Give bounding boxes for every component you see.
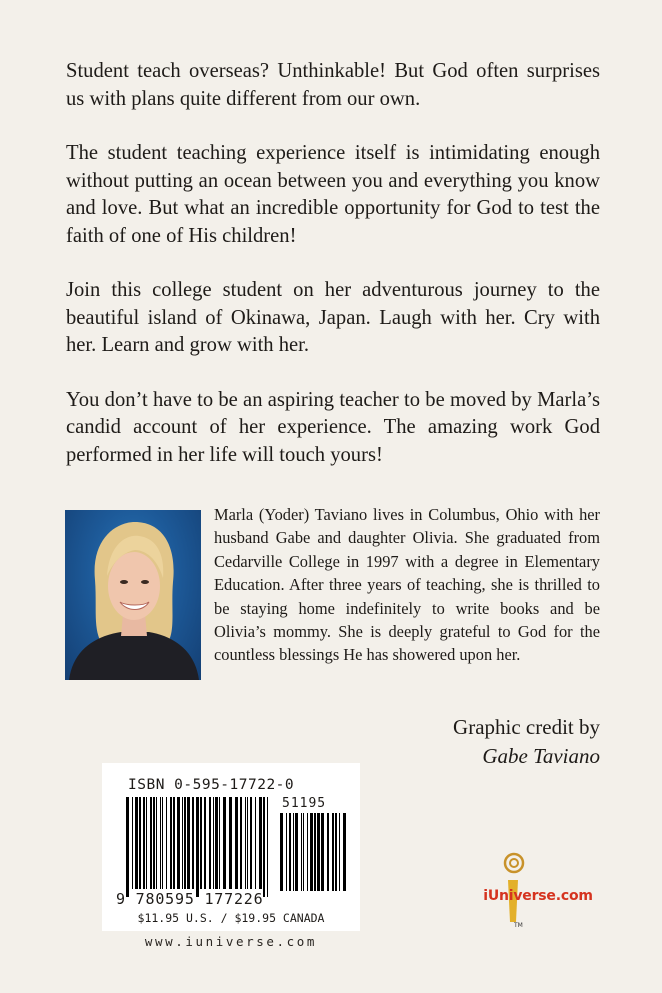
barcode-bar [139,797,141,889]
barcode-bar [247,797,248,889]
barcode-bar [267,797,268,897]
blurb-paragraph: Join this college student on her adventurous journey to the beautiful island of Okinawa, Japan. Laugh with her. Cry with her. Learn and grow with her. [66,279,600,356]
barcode-bar [126,797,129,897]
barcode-bar [132,797,133,889]
barcode-bar [343,813,346,891]
barcode-bar [263,797,265,897]
barcode-bar [280,813,283,891]
barcode-bar [229,797,232,889]
barcode-bar [235,797,238,889]
barcode-bar [321,813,324,891]
barcode-bar [215,797,218,889]
barcode-bar [213,797,214,889]
graphic-credit [453,713,600,771]
iuniverse-logo [478,852,598,932]
barcode-bar [146,797,147,889]
barcode-bar [204,797,206,889]
barcode-bar [259,797,262,889]
barcode-bar [187,797,190,889]
barcode-bar [156,797,157,889]
barcode-bar [135,797,138,889]
barcode-bar [245,797,246,889]
barcode-bar [303,813,304,891]
blurb-paragraph: You don’t have to be an aspiring teacher to be moved by Marla’s candid account of her experience. The amazing work God performed in her life will touch yours! [66,388,600,466]
logo-wordmark: iUniverse.com [483,888,593,904]
barcode-bar [209,797,211,889]
isbn-barcode [102,763,360,931]
barcode-bar [307,813,308,891]
barcode-bar [295,813,298,891]
barcode-bar [200,797,202,889]
ean-barcode-bars [126,797,268,897]
barcode-bar [166,797,167,889]
price-code: 51195 [282,796,327,811]
author-photo [65,510,201,680]
barcode-bar [317,813,320,891]
barcode-bar [255,797,256,889]
author-bio: Marla (Yoder) Taviano lives in Columbus, Ohio with her husband Gabe and daughter Olivia. She graduated from Cedarville College in 1997 with a degree in Elementary Education. After three years of teaching, she is thrilled to be staying home indefinitely to write books and be Olivia’s mommy. She is deeply grateful to God for the countless blessings He has showered upon her. [214,505,600,665]
barcode-bar [173,797,175,889]
barcode-bar [184,797,186,889]
barcode-bar [335,813,337,891]
barcode-bar [219,797,220,889]
barcode-bar [286,813,287,891]
blurb-paragraph: The student teaching experience itself is intimidating enough without putting an ocean between you and everything you know and love. But what an incredible opportunity for God to test the faith of one of His children! [66,142,600,247]
barcode-bar [293,813,294,891]
barcode-bar [240,797,242,889]
back-cover-blurb [66,58,600,496]
barcode-bar [289,813,291,891]
barcode-bar [162,797,163,889]
barcode-bar [339,813,340,891]
book-price: $11.95 U.S. / $19.95 CANADA [137,911,325,925]
barcode-bar [192,797,194,889]
blurb-paragraph: Student teach overseas? Unthinkable! But God often surprises us with plans quite different from our own. [66,60,600,110]
barcode-bar [196,797,199,897]
barcode-bar [301,813,302,891]
isbn-number: ISBN 0-595-17722-0 [128,777,295,793]
barcode-bar [223,797,226,889]
barcode-bar [143,797,145,889]
barcode-bar [327,813,329,891]
barcode-bar [170,797,172,889]
barcode-bar [310,813,313,891]
ean-number: 9 780595 177226 [116,890,264,908]
credit-line: Graphic credit by [453,715,600,739]
credit-name: Gabe Taviano [482,744,600,768]
barcode-bar [160,797,161,889]
barcode-bar [250,797,252,889]
publisher-website: www.iuniverse.com [144,934,318,949]
trademark-mark: TM [514,922,523,929]
barcode-bar [153,797,155,889]
barcode-bar [177,797,180,889]
barcode-bar [182,797,183,889]
barcode-bar [150,797,152,889]
barcode-bar [314,813,316,891]
addon-barcode-bars [280,813,346,891]
barcode-bar [332,813,334,891]
author-portrait-image [65,510,201,680]
